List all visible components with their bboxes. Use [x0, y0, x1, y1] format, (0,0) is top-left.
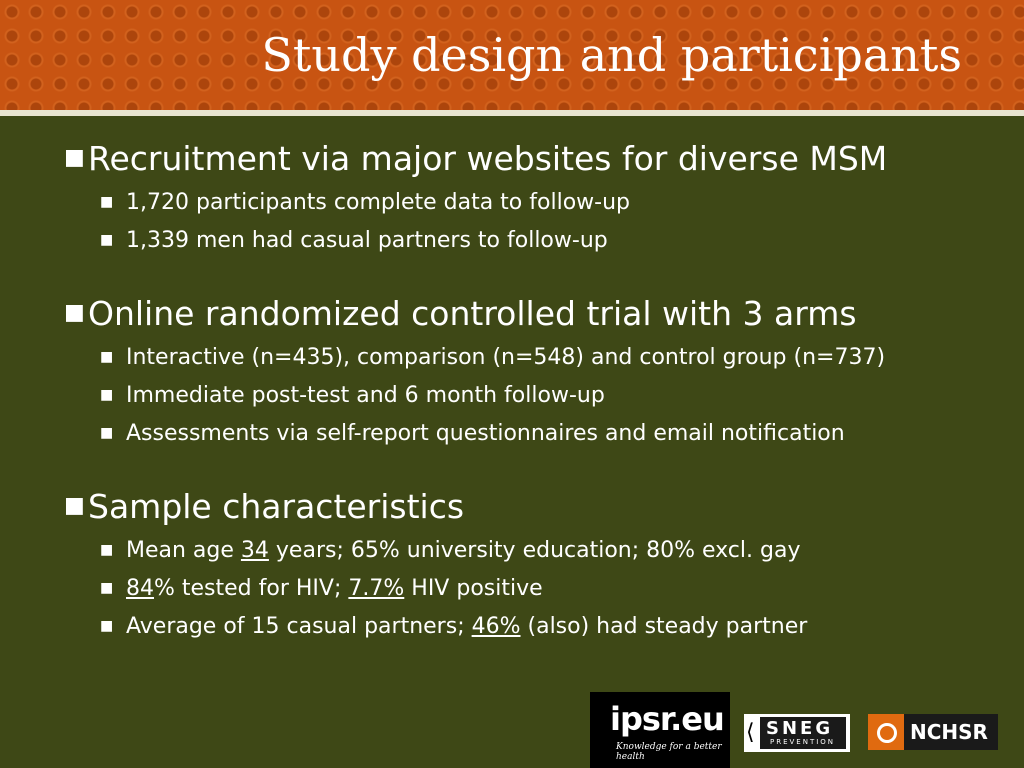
- sneg-logo-text: SNEG: [766, 718, 834, 739]
- section-trial: [64, 293, 994, 454]
- bullet-level1: [64, 293, 994, 340]
- square-bullet-icon: ■: [64, 145, 85, 170]
- bullet-level2: [100, 609, 994, 647]
- bullet-level2: [100, 223, 994, 261]
- section-heading: Recruitment via major websites for diverse MSM: [88, 139, 888, 178]
- bullet-text: Interactive (n=435), comparison (n=548) and control group (n=737): [126, 345, 886, 370]
- bullet-level1: [64, 138, 994, 185]
- chevron-left-icon: ⟨: [746, 720, 755, 745]
- square-bullet-icon: ■: [100, 425, 114, 441]
- ipsr-logo: [590, 692, 730, 768]
- section-recruitment: [64, 138, 994, 261]
- bullet-level2: [100, 533, 994, 571]
- nchsr-logo: [868, 714, 998, 750]
- underlined-value: 46%: [471, 614, 521, 639]
- underlined-value: 34: [240, 538, 269, 563]
- section-sample: [64, 486, 994, 647]
- text-run: % tested for HIV;: [154, 576, 349, 601]
- bullet-text: Assessments via self-report questionnaires and email notification: [126, 421, 845, 446]
- square-bullet-icon: ■: [100, 618, 114, 634]
- text-run: years; 65% university education; 80% excl. gay: [268, 538, 801, 563]
- bullet-text: [126, 571, 543, 606]
- square-bullet-icon: ■: [100, 349, 114, 365]
- text-run: Mean age: [126, 538, 241, 563]
- bullet-text: Immediate post-test and 6 month follow-up: [126, 383, 605, 408]
- banner-divider: [0, 110, 1024, 116]
- underlined-value: 84: [126, 576, 154, 601]
- bullet-level2: [100, 571, 994, 609]
- section-heading: Online randomized controlled trial with 3 arms: [88, 294, 857, 333]
- square-bullet-icon: ■: [64, 300, 85, 325]
- square-bullet-icon: ■: [64, 493, 85, 518]
- sneg-logo: [744, 714, 850, 752]
- text-run: HIV positive: [404, 576, 543, 601]
- slide-content: [64, 138, 994, 679]
- bullet-level2: [100, 185, 994, 223]
- bullet-text: 1,720 participants complete data to follow-up: [126, 190, 630, 215]
- bullet-text: [126, 609, 807, 644]
- ring-icon: [868, 714, 904, 750]
- bullet-level2: [100, 340, 994, 378]
- square-bullet-icon: ■: [100, 194, 114, 210]
- bullet-level2: [100, 416, 994, 454]
- underlined-value: 7.7%: [348, 576, 405, 601]
- bullet-text: 1,339 men had casual partners to follow-up: [126, 228, 608, 253]
- sneg-logo-subtext: PREVENTION: [770, 738, 836, 746]
- section-heading: Sample characteristics: [88, 487, 465, 526]
- nchsr-logo-text: NCHSR: [910, 720, 988, 744]
- slide-title: Study design and participants: [261, 28, 962, 82]
- bullet-level2: [100, 378, 994, 416]
- square-bullet-icon: ■: [100, 542, 114, 558]
- ipsr-tagline: Knowledge for a better health: [616, 742, 722, 762]
- square-bullet-icon: ■: [100, 232, 114, 248]
- text-run: (also) had steady partner: [520, 614, 808, 639]
- square-bullet-icon: ■: [100, 580, 114, 596]
- text-run: Average of 15 casual partners;: [126, 614, 472, 639]
- logo-strip: [590, 692, 1010, 768]
- bullet-text: [126, 533, 800, 568]
- bullet-level1: [64, 486, 994, 533]
- square-bullet-icon: ■: [100, 387, 114, 403]
- ipsr-logo-text: ipsr.eu: [610, 700, 724, 738]
